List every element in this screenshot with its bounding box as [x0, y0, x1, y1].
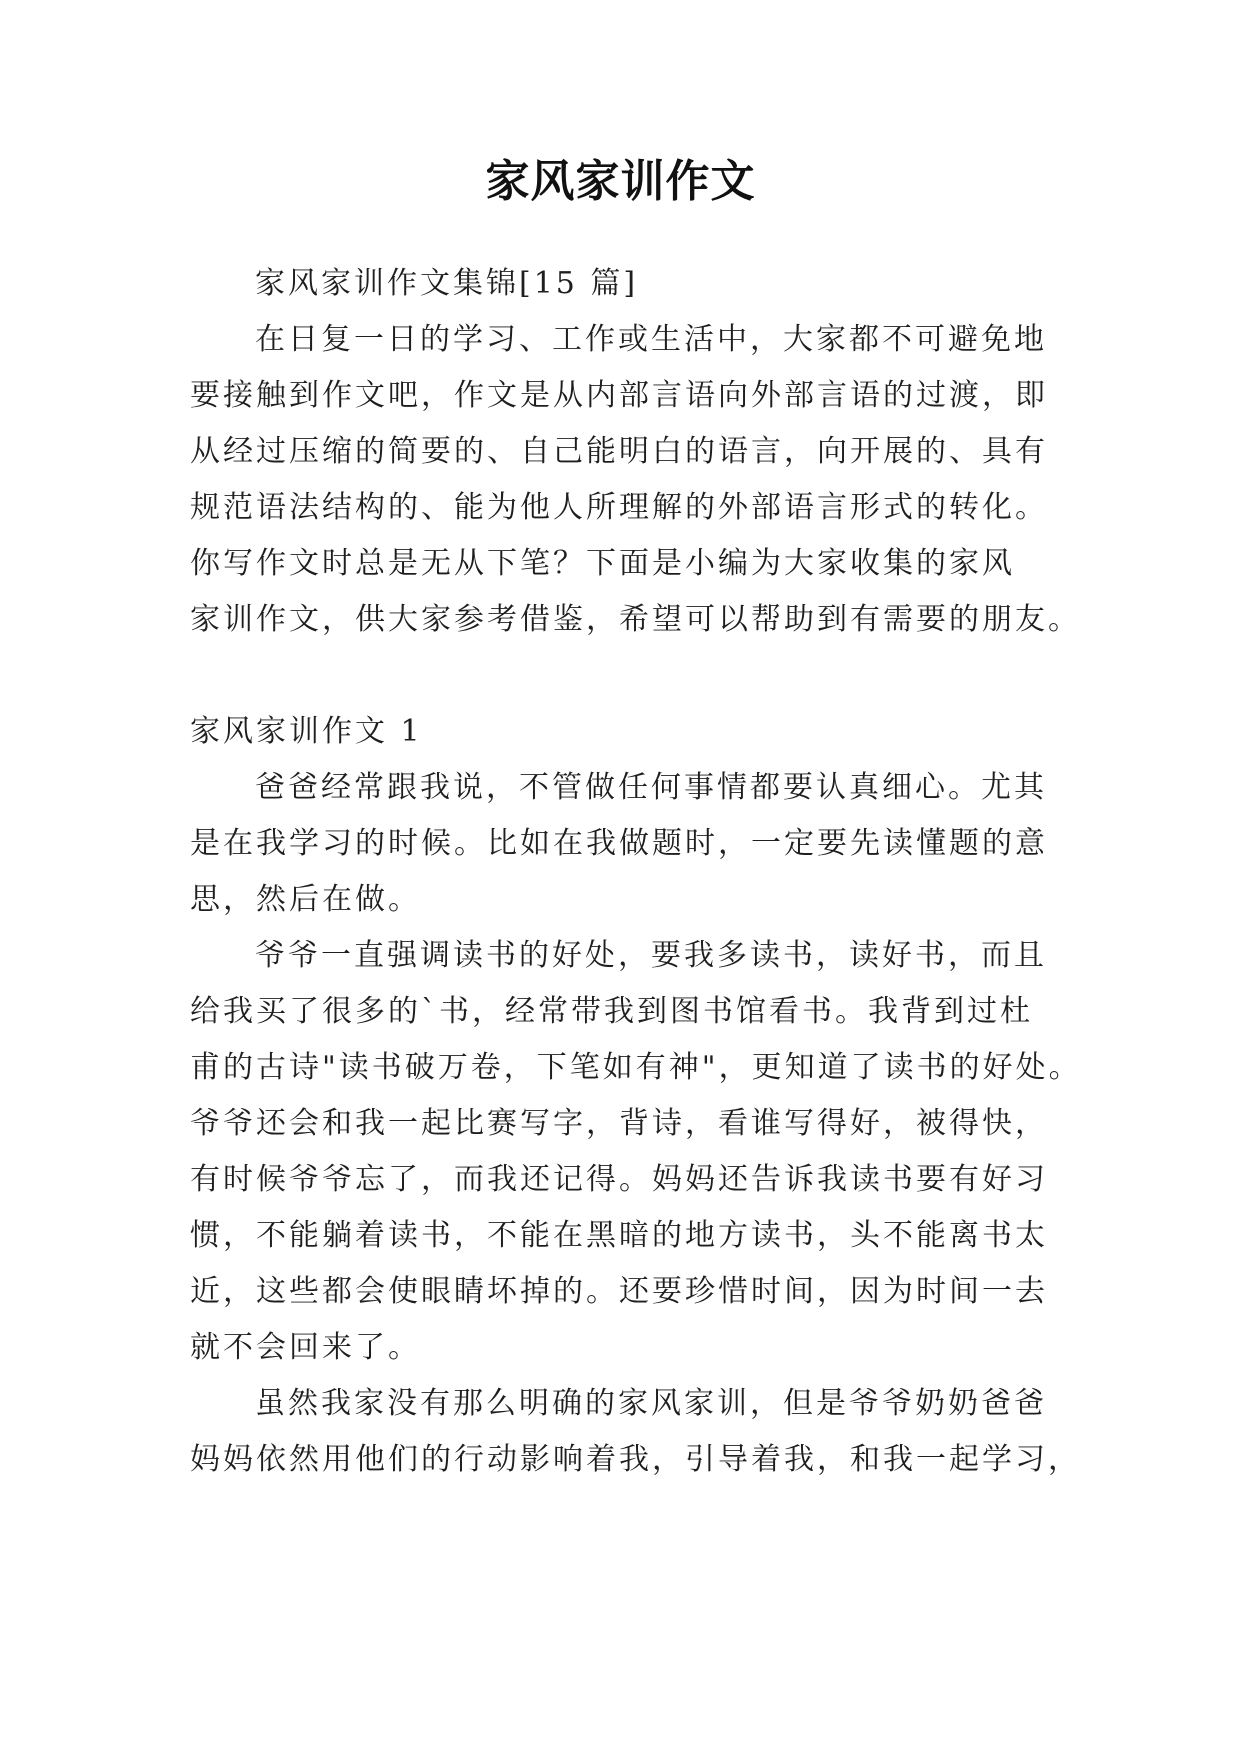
intro-line: 在日复一日的学习、工作或生活中，大家都不可避免地 — [255, 322, 1047, 357]
paragraph-line: 近，这些都会使眼睛坏掉的。还要珍惜时间，因为时间一去 — [190, 1274, 1048, 1309]
document-subtitle: 家风家训作文集锦[15 篇] — [255, 266, 639, 301]
paragraph-line: 惯，不能躺着读书，不能在黑暗的地方读书，头不能离书太 — [190, 1218, 1048, 1253]
document-title: 家风家训作文 — [485, 156, 756, 207]
paragraph-line: 爷爷一直强调读书的好处，要我多读书，读好书，而且 — [255, 938, 1047, 973]
intro-line: 规范语法结构的、能为他人所理解的外部语言形式的转化。 — [190, 490, 1048, 525]
paragraph-line: 有时候爷爷忘了，而我还记得。妈妈还告诉我读书要有好习 — [190, 1162, 1048, 1197]
intro-line: 家训作文，供大家参考借鉴，希望可以帮助到有需要的朋友。 — [190, 602, 1081, 637]
paragraph-line: 思，然后在做。 — [190, 882, 421, 917]
paragraph-line: 甫的古诗"读书破万卷，下笔如有神"，更知道了读书的好处。 — [190, 1050, 1082, 1085]
paragraph-line: 妈妈依然用他们的行动影响着我，引导着我，和我一起学习， — [190, 1442, 1081, 1477]
section-heading: 家风家训作文 1 — [190, 714, 423, 749]
paragraph-line: 给我买了很多的`书，经常带我到图书馆看书。我背到过杜 — [190, 994, 1033, 1029]
paragraph-line: 虽然我家没有那么明确的家风家训，但是爷爷奶奶爸爸 — [255, 1386, 1047, 1421]
intro-line: 从经过压缩的简要的、自己能明白的语言，向开展的、具有 — [190, 434, 1048, 469]
intro-line: 你写作文时总是无从下笔？下面是小编为大家收集的家风 — [190, 546, 1015, 581]
intro-line: 要接触到作文吧，作文是从内部言语向外部言语的过渡，即 — [190, 378, 1048, 413]
paragraph-line: 是在我学习的时候。比如在我做题时，一定要先读懂题的意 — [190, 826, 1048, 861]
paragraph-line: 爸爸经常跟我说，不管做任何事情都要认真细心。尤其 — [255, 770, 1047, 805]
paragraph-line: 爷爷还会和我一起比赛写字，背诗，看谁写得好，被得快， — [190, 1106, 1048, 1141]
paragraph-line: 就不会回来了。 — [190, 1330, 421, 1365]
